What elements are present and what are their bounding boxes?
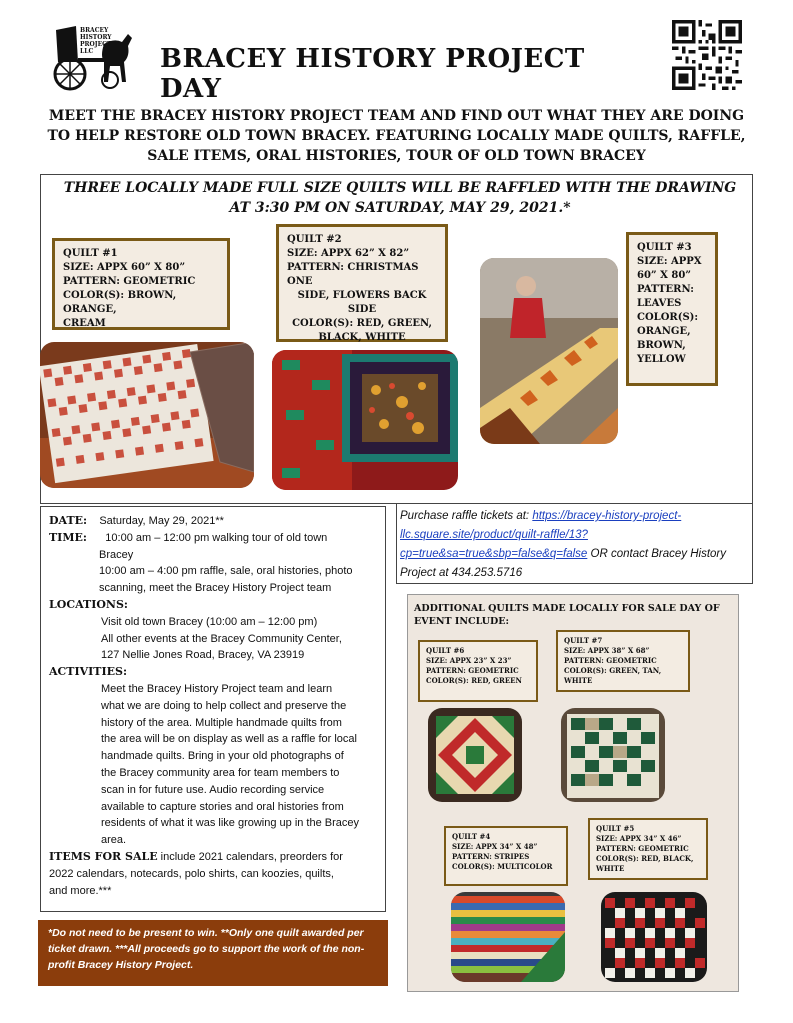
logo-line: LLC (80, 48, 94, 55)
location-line-3: 127 Nellie Jones Road, Bracey, VA 23919 (101, 649, 305, 662)
quilt-4-callout (444, 826, 568, 886)
items-line-1: include 2021 calendars, preorders for (157, 850, 343, 863)
date-value: Saturday, May 29, 2021** (99, 515, 224, 527)
event-details (40, 506, 386, 912)
activities-line: available to capture stories and oral histories from (101, 800, 344, 813)
quilt-1-photo (40, 342, 254, 488)
quilt-5-pattern: PATTERN: GEOMETRIC (596, 844, 689, 853)
intro-text: MEET THE BRACEY HISTORY PROJECT TEAM AND FIND OUT WHAT THEY ARE DOING TO HELP RESTORE OLD TOWN BRACEY. FEATURING LOCALLY MADE QUILTS, RAFFLE, SALE ITEMS, ORAL HISTORIES, TOUR OF OLD TOWN BRACEY (47, 108, 746, 164)
disclaimer-note: *Do not need to be present to win. **Only one quilt awarded per ticket drawn. ***All proceeds go to support the work of the non-profit Bracey History Project. (38, 920, 388, 986)
items-label: ITEMS FOR SALE (49, 849, 158, 863)
quilt-6-title: QUILT #6 (426, 646, 465, 655)
activities-line: residents of what it was like growing up in the Bracey (101, 817, 360, 830)
activities-line: the Bracey community area for team members to (101, 766, 340, 779)
quilt-2-colors-cont: BLACK, WHITE (318, 332, 406, 343)
quilt-7-photo (561, 708, 665, 802)
quilt-6-photo (428, 708, 522, 802)
logo-line: PROJECT (80, 41, 112, 48)
location-line-1: Visit old town Bracey (10:00 am – 12:00 pm) (101, 615, 318, 628)
quilt-5-colors-cont: WHITE (596, 864, 625, 873)
activities-line: the area will be on display as well as a raffle for local (101, 733, 357, 746)
time-line-1b: Bracey (99, 548, 134, 561)
page-title: BRACEY HISTORY PROJECT DAY (160, 44, 585, 104)
quilt-3-color-yellow: YELLOW (637, 354, 686, 365)
activities-line: scan in for future use. Audio recording service (101, 783, 325, 796)
quilt-7-pattern: PATTERN: GEOMETRIC (564, 656, 657, 665)
quilt-2-callout (276, 224, 448, 342)
time-line-2: 10:00 am – 4:00 pm raffle, sale, oral histories, photo (99, 565, 353, 578)
quilt-4-pattern: PATTERN: STRIPES (452, 852, 530, 861)
quilt-3-color-orange: ORANGE, (637, 326, 691, 337)
quilt-4-title: QUILT #4 (452, 832, 491, 841)
quilt-2-pattern-cont: SIDE, FLOWERS BACK SIDE (297, 290, 427, 315)
quilt-6-colors: COLOR(S): RED, GREEN (426, 676, 522, 685)
time-row (49, 530, 377, 547)
additional-quilts-heading: ADDITIONAL QUILTS MADE LOCALLY FOR SALE DAY OF EVENT INCLUDE: (414, 603, 720, 627)
items-line-2: 2022 calendars, notecards, polo shirts, can koozies, quilts, (49, 867, 334, 880)
quilt-5-title: QUILT #5 (596, 824, 635, 833)
location-line-2: All other events at the Bracey Community Center, (101, 632, 342, 645)
logo-line: BRACEY (80, 27, 109, 34)
quilt-5-photo (601, 892, 707, 982)
date-row (49, 513, 377, 530)
quilt-4-size: SIZE: APPX 34” X 48” (452, 842, 538, 851)
quilt-1-title: QUILT #1 (63, 248, 118, 259)
activities-line: handmade quilts. Bring in your old photographs of (101, 750, 344, 763)
purchase-prefix: Purchase raffle tickets at: (400, 510, 533, 522)
quilt-3-callout (626, 232, 718, 386)
quilt-2-pattern: PATTERN: CHRISTMAS ONE (287, 262, 419, 287)
quilt-3-size-cont: 60” X 80” (637, 270, 692, 281)
qr-code-icon[interactable] (672, 20, 742, 90)
raffle-heading: THREE LOCALLY MADE FULL SIZE QUILTS WILL BE RAFFLED WITH THE DRAWING AT 3:30 PM ON SATURDAY, MAY 29, 2021.* (63, 180, 737, 216)
quilt-7-size: SIZE: APPX 38” X 68” (564, 646, 650, 655)
items-row (49, 849, 377, 866)
quilt-1-colors: COLOR(S): BROWN, ORANGE, (63, 290, 177, 315)
quilt-3-photo (480, 258, 618, 444)
purchase-suffix: OR contact Bracey History Project at 434.253.5716 (400, 548, 727, 579)
quilt-3-pattern: PATTERN: (637, 284, 694, 295)
quilt-1-colors-cont: CREAM (63, 318, 106, 329)
quilt-1-pattern: PATTERN: GEOMETRIC (63, 276, 196, 287)
time-label: TIME: (49, 530, 87, 544)
quilt-7-colors-cont: WHITE (564, 676, 593, 685)
date-label: DATE: (49, 514, 88, 527)
quilt-6-callout (418, 640, 538, 702)
time-line-2b: scanning, meet the Bracey History Project team (99, 582, 332, 595)
quilt-5-colors: COLOR(S): RED, BLACK, (596, 854, 694, 863)
activities-line: area. (101, 834, 127, 847)
activities-line: Meet the Bracey History Project team and learn (101, 682, 333, 695)
locations-label: LOCATIONS: (49, 597, 128, 611)
quilt-4-colors: COLOR(S): MULTICOLOR (452, 862, 553, 871)
quilt-2-colors: COLOR(S): RED, GREEN, (292, 318, 432, 329)
raffle-ticket-link[interactable]: https://bracey-history-project-llc.square.site/product/quilt-raffle/13?cp=true&sa=true&sbp=false&q=false (400, 510, 682, 560)
logo-line: HISTORY (80, 34, 112, 41)
quilt-2-size: SIZE: APPX 62” X 82” (287, 248, 410, 259)
activities-line: history of the area. Multiple handmade quilts from (101, 716, 342, 729)
quilt-4-photo (451, 892, 565, 982)
logo-text (80, 27, 120, 55)
quilt-5-size: SIZE: APPX 34” X 46” (596, 834, 682, 843)
activities-line: what we are doing to help collect and preserve the (101, 699, 347, 712)
quilt-1-callout (52, 238, 230, 330)
quilt-7-title: QUILT #7 (564, 636, 603, 645)
purchase-text (400, 507, 748, 583)
time-line-1: 10:00 am – 12:00 pm walking tour of old town (105, 531, 328, 544)
quilt-6-pattern: PATTERN: GEOMETRIC (426, 666, 519, 675)
activities-label: ACTIVITIES: (49, 665, 128, 679)
quilt-2-photo (272, 350, 458, 490)
quilt-5-callout (588, 818, 708, 880)
quilt-3-color-brown: BROWN, (637, 340, 686, 351)
quilt-3-size: SIZE: APPX (637, 256, 702, 267)
quilt-7-colors: COLOR(S): GREEN, TAN, (564, 666, 662, 675)
items-line-3: and more.*** (49, 884, 112, 897)
quilt-3-colors: COLOR(S): (637, 312, 699, 323)
quilt-6-size: SIZE: APPX 23” X 23” (426, 656, 512, 665)
quilt-1-size: SIZE: APPX 60” X 80” (63, 262, 186, 273)
quilt-7-callout (556, 630, 690, 692)
quilt-3-pattern-cont: LEAVES (637, 298, 682, 309)
quilt-2-title: QUILT #2 (287, 234, 342, 245)
quilt-3-title: QUILT #3 (637, 242, 692, 253)
